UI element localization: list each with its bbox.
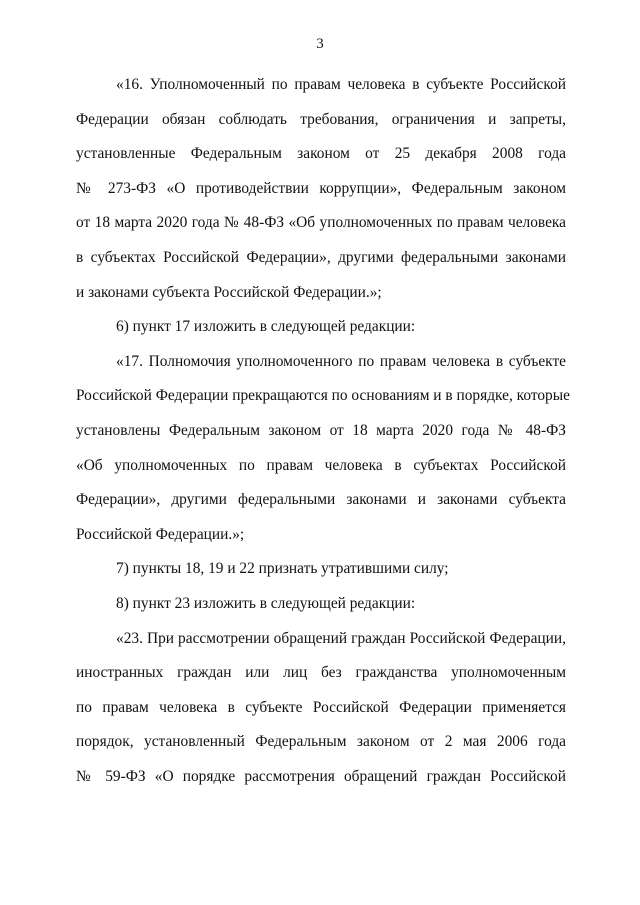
text-line: Федерации обязан соблюдать требования, ограничения и запреты, (76, 110, 566, 128)
text-line: установлены Федеральным законом от 18 марта 2020 года № 48-ФЗ (76, 421, 566, 439)
text-line: 8) пункт 23 изложить в следующей редакции: (116, 594, 416, 612)
text-line: «Об уполномоченных по правам человека в субъектах Российской (76, 456, 566, 474)
document-body (76, 68, 570, 794)
text-line: от 18 марта 2020 года № 48-ФЗ «Об уполномоченных по правам человека (76, 214, 566, 232)
text-line: Российской Федерации прекращаются по основаниям и в порядке, которые (76, 387, 570, 405)
text-line: «17. Полномочия уполномоченного по правам человека в субъекте (116, 352, 566, 370)
text-line: 6) пункт 17 изложить в следующей редакции: (116, 318, 416, 336)
text-line: «23. При рассмотрении обращений граждан Российской Федерации, (116, 629, 566, 647)
text-line: и законами субъекта Российской Федерации.»; (76, 283, 382, 301)
text-line: № 273-ФЗ «О противодействии коррупции», Федеральным законом (76, 179, 566, 197)
text-line: «16. Уполномоченный по правам человека в субъекте Российской (116, 76, 566, 93)
page-number: 3 (316, 36, 324, 52)
text-line: по правам человека в субъекте Российской Федерации применяется (76, 698, 566, 716)
text-line: Российской Федерации.»; (76, 525, 245, 543)
text-line: 7) пункты 18, 19 и 22 признать утратившими силу; (116, 560, 449, 578)
text-line: установленные Федеральным законом от 25 декабря 2008 года (76, 145, 566, 163)
text-line: в субъектах Российской Федерации», другими федеральными законами (76, 248, 566, 266)
text-line: порядок, установленный Федеральным законом от 2 мая 2006 года (76, 733, 566, 751)
text-line: № 59-ФЗ «О порядке рассмотрения обращений граждан Российской (76, 767, 566, 785)
text-line: Федерации», другими федеральными законами и законами субъекта (76, 491, 566, 509)
text-line: иностранных граждан или лиц без гражданства уполномоченным (76, 664, 566, 682)
